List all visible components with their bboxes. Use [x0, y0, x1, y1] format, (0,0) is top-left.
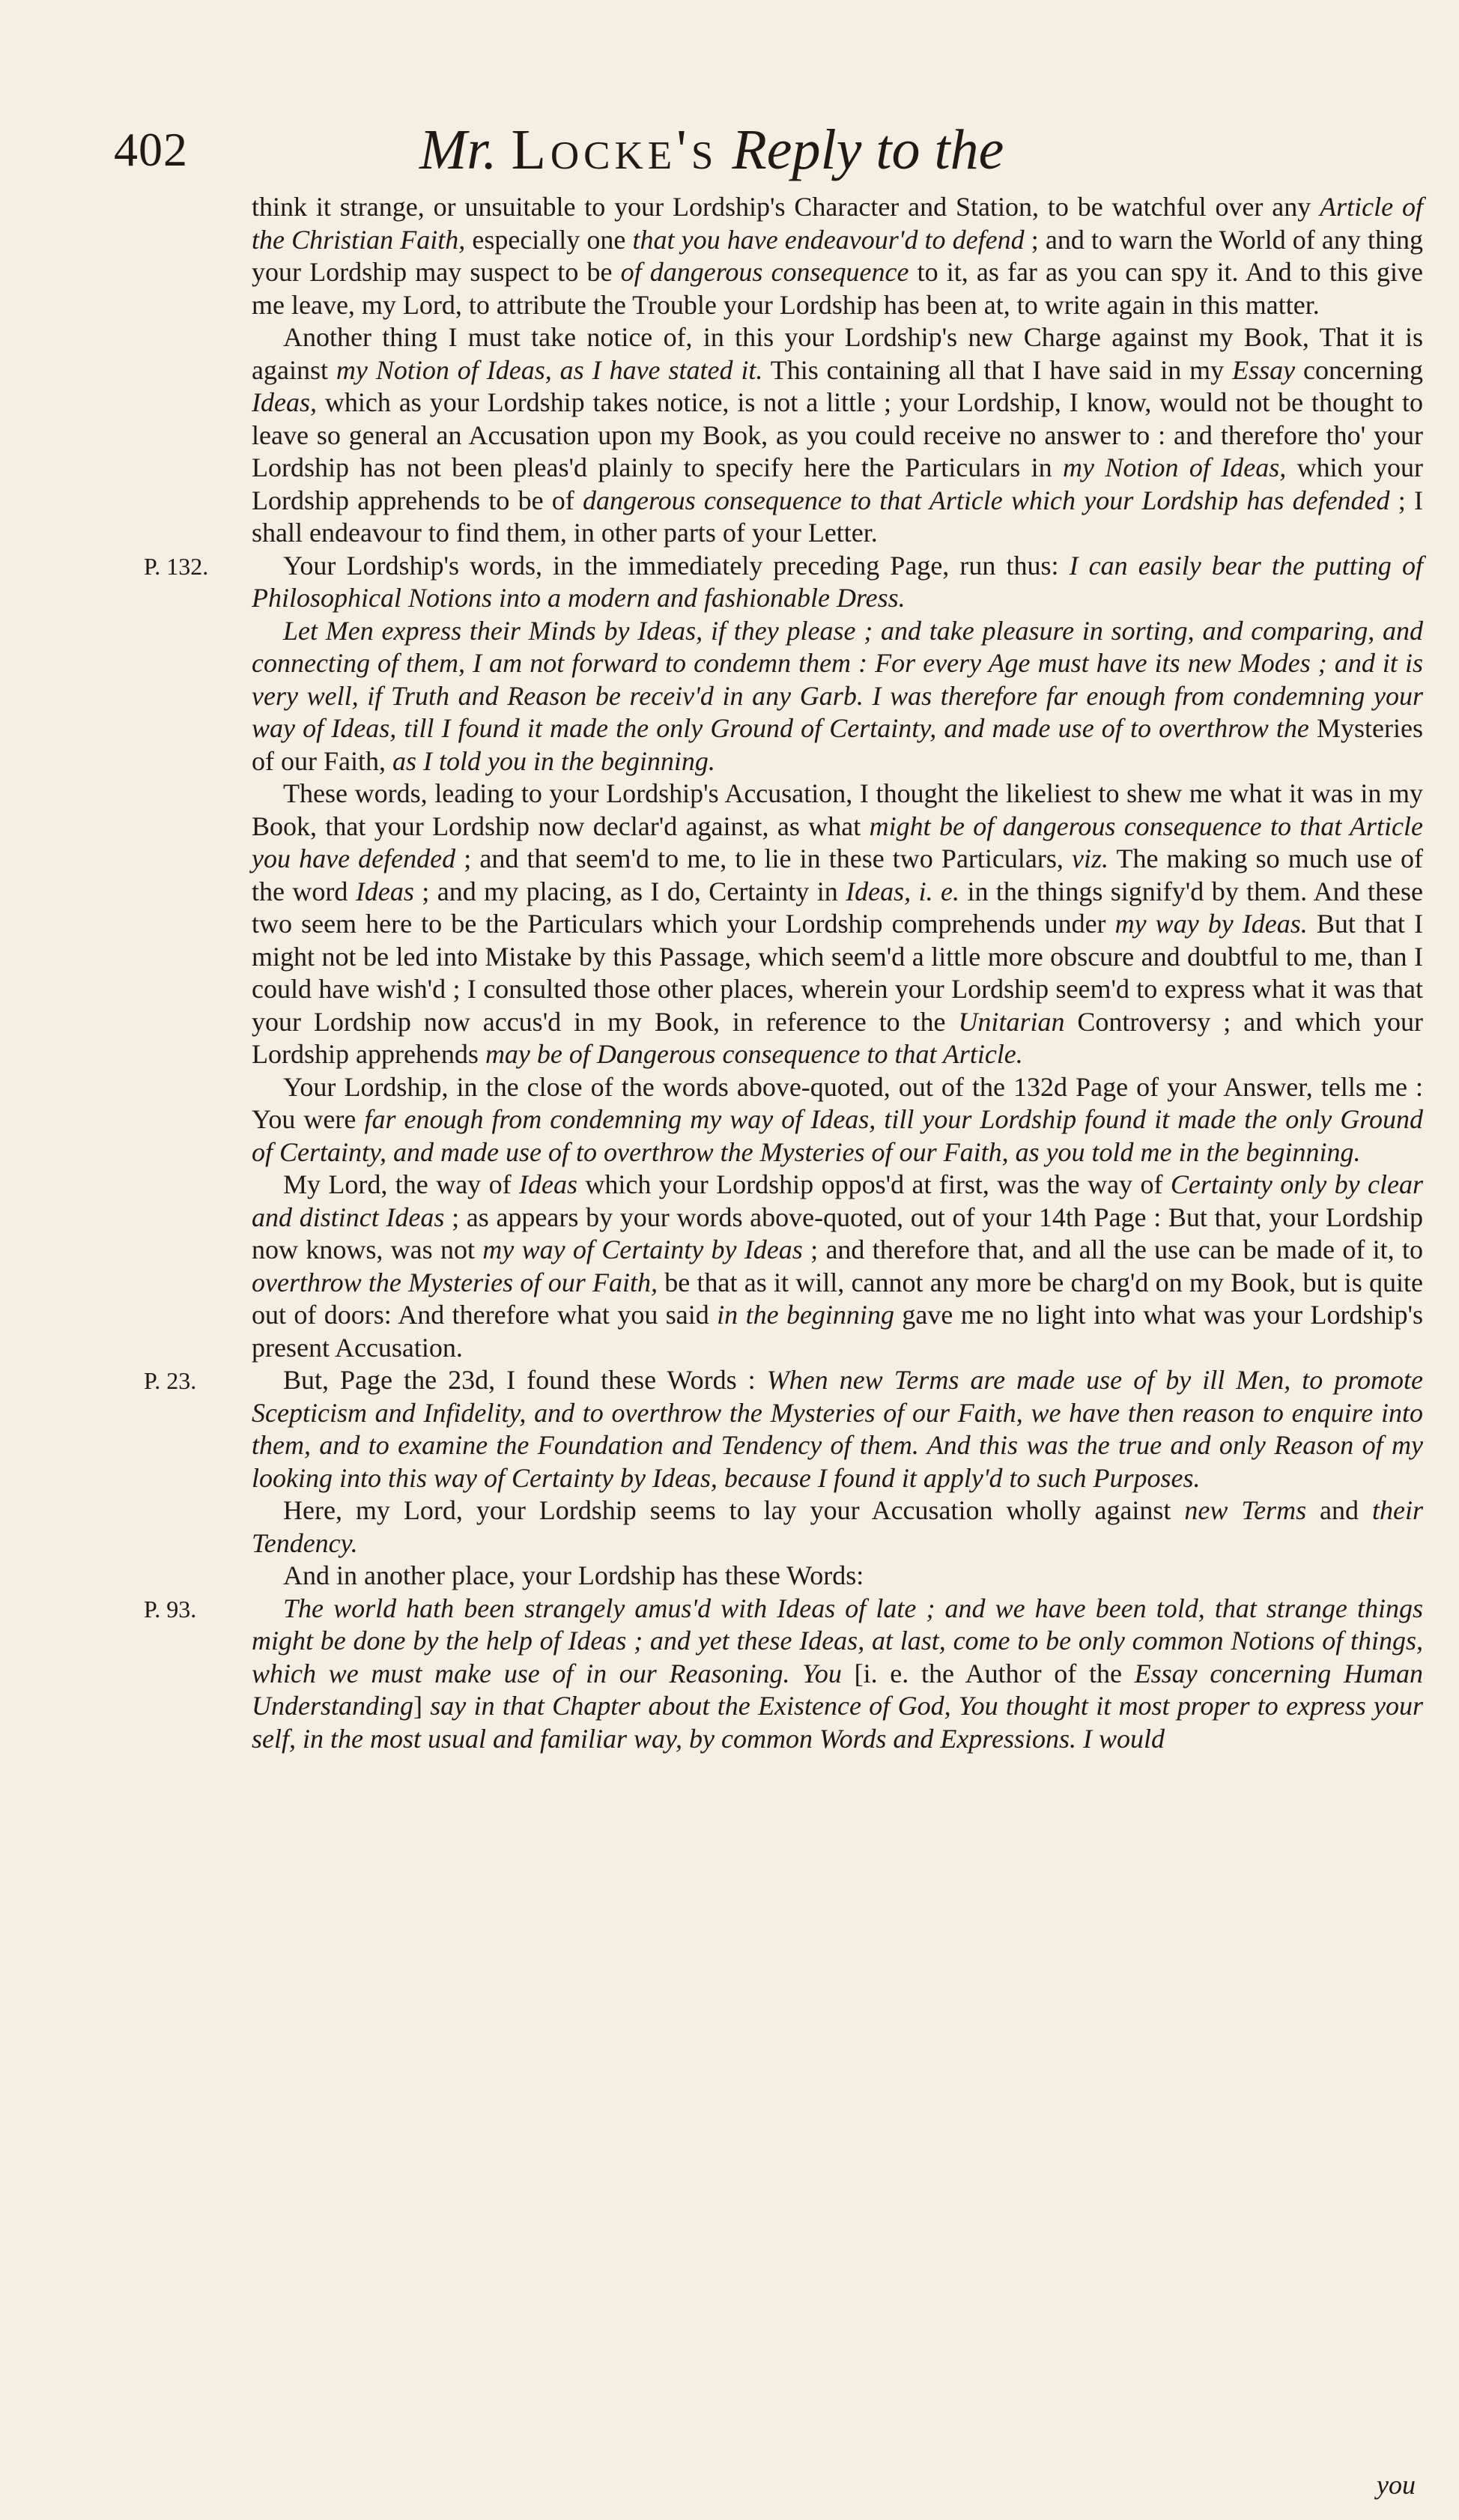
italic-text: Unitarian: [958, 1006, 1065, 1037]
roman-text: Another thing I must take notice of, in this your Lordship's new Charge against my Book, That it is against: [252, 322, 1423, 385]
margin-note: P. 23.: [144, 1367, 197, 1394]
italic-text: their Tendency.: [252, 1495, 1423, 1558]
paragraph: [252, 321, 1423, 550]
roman-text: ; and therefore that, and all the use can be made of it, to: [802, 1235, 1423, 1264]
italic-text: Ideas, i. e.: [846, 876, 959, 906]
page-header: [0, 112, 1459, 195]
italic-text: my way by Ideas.: [1114, 909, 1308, 939]
roman-text: But, Page the 23d, I found these Words :: [283, 1365, 767, 1395]
italic-text: my way of Certainty by Ideas: [482, 1235, 803, 1264]
catchword: you: [1377, 2470, 1416, 2500]
margin-note: P. 132.: [144, 553, 209, 580]
title-rest: Reply to the: [732, 118, 1004, 181]
roman-text: which your Lordship apprehends to be of: [252, 452, 1424, 515]
margin-note: P. 93.: [144, 1596, 197, 1623]
roman-text: [i. e. the Author of the: [841, 1658, 1135, 1688]
paragraph: [252, 1071, 1423, 1169]
roman-text: This containing all that I have said in my: [762, 354, 1233, 385]
paragraph: [252, 1169, 1423, 1364]
roman-text: And in another place, your Lordship has these Words:: [283, 1560, 864, 1590]
italic-text: that you have endeavour'd to defend: [632, 224, 1025, 255]
roman-text: ; and my placing, as I do, Certainty in: [413, 876, 846, 906]
roman-text: But that I might not be led into Mistake by this Passage, which seem'd a little more obscure and doubtful to me, than I could have wish'd ; I consulted those other places, wherein your Lordship seem'd to express what it was that your Lordship now accus'd in my Book, in reference to the: [252, 909, 1423, 1037]
roman-text: Controversy ; and which your Lordship apprehends: [252, 1006, 1423, 1069]
italic-text: of dangerous consequence: [620, 257, 909, 287]
paragraph: [252, 550, 1423, 615]
paragraph: [252, 615, 1423, 778]
italic-text: my Notion of Ideas, as I have stated it.: [336, 354, 763, 385]
italic-text: Article of the Christian Faith,: [252, 192, 1423, 255]
roman-text: in the things signify'd by them. And these two seem here to be the Particulars which your Lordship comprehends under: [252, 876, 1423, 939]
body-text: [252, 191, 1423, 1755]
page-number: 402: [114, 123, 188, 176]
roman-text: and: [1306, 1495, 1372, 1525]
italic-text: say in that Chapter about the Existence of God, You thought it most proper to express your self, in the most usual and familiar way, by common Words and Expressions. I would: [252, 1691, 1423, 1754]
italic-text: Ideas: [519, 1169, 577, 1199]
roman-text: concerning: [1295, 354, 1423, 385]
roman-text: ; as appears by your words above-quoted, out of your 14th Page : But that, your Lordship now knows, was not: [252, 1202, 1423, 1264]
italic-text: I can easily bear the putting of Philosophical Notions into a modern and fashionable Dress.: [252, 550, 1423, 613]
roman-text: to it, as far as you can spy it. And to this give me leave, my Lord, to attribute the Trouble your Lordship has been at, to write again in this matter.: [252, 257, 1423, 320]
italic-text: my Notion of Ideas,: [1063, 452, 1287, 482]
paragraph: [252, 191, 1423, 321]
italic-text: dangerous consequence to that Article which your Lordship has defended: [583, 485, 1390, 515]
roman-text: which as your Lordship takes notice, is not a little ; your Lordship, I know, would not be thought to leave so general an Accusation upon my Book, as you could receive no answer to : and therefore tho' your Lordship has not been pleas'd plainly to specify here the Particulars in: [252, 387, 1423, 482]
roman-text: ]: [413, 1691, 431, 1721]
roman-text: think it strange, or unsuitable to your Lordship's Character and Station, to be watchful over any: [252, 192, 1320, 222]
title-prefix: Mr.: [419, 118, 497, 181]
paragraph: [252, 778, 1423, 1071]
italic-text: far enough from condemning my way of Ideas, till your Lordship found it made the only Ground of Certainty, and made use of to overthrow the Mysteries of our Faith, as you told me in the beginning.: [252, 1104, 1424, 1167]
roman-text: Your Lordship, in the close of the words above-quoted, out of the 132d Page of your Answer, tells me : You were: [252, 1071, 1423, 1134]
paragraph: [252, 1593, 1423, 1756]
italic-text: might be of dangerous consequence to that Article you have defended: [252, 811, 1423, 873]
italic-text: Let Men express their Minds by Ideas, if they please ; and take pleasure in sorting, and comparing, and connecting of them, I am not forward to condemn them : For every Age must have its new Modes ; and it is very well, if Truth and Reason be receiv'd in any Garb. I was therefore far enough from condemning your way of Ideas, till I found it made the only Ground of Certainty, and made use of to overthrow the: [252, 615, 1423, 743]
roman-text: be that as it will, cannot any more be charg'd on my Book, but is quite out of doors: And therefore what you said: [252, 1267, 1423, 1330]
roman-text: My Lord, the way of: [283, 1169, 519, 1199]
italic-text: may be of Dangerous consequence to that Article.: [485, 1039, 1023, 1069]
roman-text: which your Lordship oppos'd at first, was the way of: [577, 1169, 1171, 1199]
paragraph: [252, 1560, 1423, 1593]
italic-text: Ideas,: [252, 387, 317, 417]
italic-text: The world hath been strangely amus'd with Ideas of late ; and we have been told, that strange things might be done by the help of Ideas ; and yet these Ideas, at last, come to be only common Notions of things, which we must make use of in our Reasoning. You: [252, 1593, 1423, 1688]
roman-text: ; and that seem'd to me, to lie in these two Particulars,: [455, 843, 1072, 873]
roman-text: ; I shall endeavour to find them, in other parts of your Letter.: [252, 485, 1423, 548]
roman-text: The making so much use of the word: [252, 843, 1423, 906]
roman-text: Your Lordship's words, in the immediately preceding Page, run thus:: [283, 550, 1070, 581]
paragraph: [252, 1364, 1423, 1494]
paragraph: [252, 1494, 1423, 1560]
running-title: [419, 112, 1004, 187]
roman-text: ; and to warn the World of any thing your Lordship may suspect to be: [252, 224, 1424, 287]
roman-text: especially one: [465, 224, 633, 255]
italic-text: in the beginning: [717, 1300, 894, 1330]
roman-text: Here, my Lord, your Lordship seems to lay your Accusation wholly against: [283, 1495, 1185, 1525]
italic-text: Essay concerning Human Understanding: [252, 1658, 1423, 1721]
roman-text: These words, leading to your Lordship's Accusation, I thought the likeliest to shew me what it was in my Book, that your Lordship now declar'd against, as what: [252, 778, 1423, 841]
italic-text: viz.: [1072, 843, 1108, 873]
italic-text: Essay: [1232, 354, 1296, 385]
title-name: Locke's: [511, 118, 718, 181]
italic-text: Certainty only by clear and distinct Ideas: [252, 1169, 1424, 1232]
italic-text: Ideas: [355, 876, 414, 906]
roman-text: Mysteries of our Faith,: [252, 713, 1423, 776]
italic-text: new Terms: [1184, 1495, 1307, 1525]
italic-text: When new Terms are made use of by ill Men, to promote Scepticism and Infidelity, and to overthrow the Mysteries of our Faith, we have then reason to enquire into them, and to examine the Foundation and Tendency of them. And this was the true and only Reason of my looking into this way of Certainty by Ideas, because I found it apply'd to such Purposes.: [252, 1365, 1423, 1493]
italic-text: as I told you in the beginning.: [392, 745, 715, 776]
roman-text: gave me no light into what was your Lordship's present Accusation.: [252, 1300, 1424, 1363]
italic-text: overthrow the Mysteries of our Faith,: [252, 1267, 658, 1297]
